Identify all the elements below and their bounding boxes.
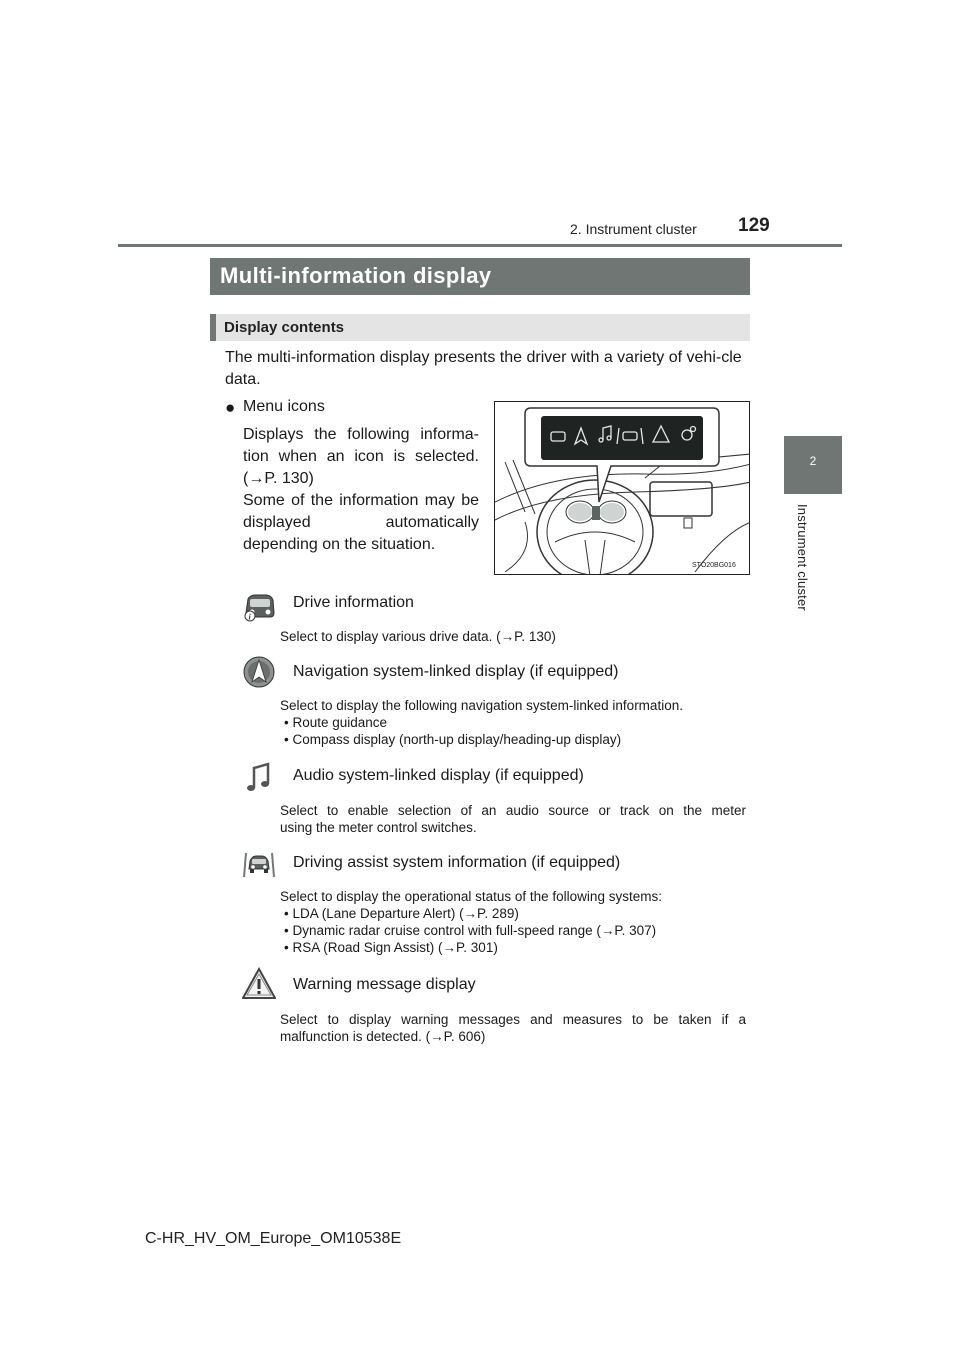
- instrument-cluster-illustration: [494, 401, 750, 575]
- entry-title-audio: Audio system-linked display (if equipped): [293, 767, 584, 784]
- entry-desc-line: Select to display the operational status of the following systems:: [280, 889, 662, 904]
- entry-desc-warning: [280, 1011, 746, 1045]
- drive-info-icon: [242, 589, 276, 623]
- footer-document-code: C-HR_HV_OM_Europe_OM10538E: [145, 1230, 402, 1247]
- menu-icons-desc-1: Displays the following informa-tion when an icon is selected. (→P. 130): [243, 426, 479, 487]
- entry-desc-navigation: [280, 697, 746, 748]
- entry-desc-drive-information: [280, 628, 746, 645]
- entry-desc-bullet: • Route guidance: [284, 715, 388, 730]
- menu-icons-description: [243, 424, 479, 556]
- page-number: 129: [738, 215, 770, 236]
- entry-desc-audio: [280, 802, 746, 836]
- menu-icons-label: Menu icons: [243, 398, 325, 415]
- cockpit-drawing: [495, 402, 750, 575]
- header-rule: [118, 244, 842, 247]
- navigation-compass-icon: [242, 655, 276, 689]
- entry-desc-line: Select to display warning messages and measures to be taken if a: [280, 1012, 746, 1027]
- entry-desc-driving-assist: [280, 888, 746, 956]
- entry-desc-bullet: • Compass display (north-up display/heading-up display): [284, 732, 622, 747]
- side-tab-label: Instrument cluster: [795, 504, 810, 611]
- entry-desc-line: Select to enable selection of an audio source or track on the meter: [280, 803, 746, 818]
- section-title: Multi-information display: [220, 263, 492, 288]
- warning-triangle-icon: [242, 967, 276, 1001]
- driving-assist-icon: [242, 847, 276, 881]
- entry-title-warning: Warning message display: [293, 976, 476, 993]
- entry-desc-line: using the meter control switches.: [280, 820, 477, 835]
- entry-desc-line: Select to display various drive data. (→P. 130): [280, 629, 556, 644]
- illustration-code: STO20BG016: [692, 562, 736, 569]
- subsection-title: Display contents: [224, 319, 345, 336]
- entry-title-driving-assist: Driving assist system information (if equipped): [293, 854, 621, 871]
- subsection-accent: [210, 314, 216, 341]
- entry-desc-bullet: • RSA (Road Sign Assist) (→P. 301): [284, 940, 498, 955]
- entry-desc-bullet: • Dynamic radar cruise control with full-speed range (→P. 307): [284, 923, 657, 938]
- menu-icons-desc-2: Some of the information may be displayed automatically depending on the situation.: [243, 492, 479, 553]
- bullet-icon: ●: [225, 398, 236, 417]
- entry-title-drive-information: Drive information: [293, 594, 414, 611]
- entry-desc-line: malfunction is detected. (→P. 606): [280, 1029, 486, 1044]
- svg-text:i: i: [248, 612, 251, 622]
- entry-desc-line: Select to display the following navigation system-linked information.: [280, 698, 683, 713]
- music-note-icon: [242, 760, 276, 794]
- intro-paragraph: The multi-information display presents the driver with a variety of vehi-cle data.: [225, 349, 742, 388]
- entry-desc-bullet: • LDA (Lane Departure Alert) (→P. 289): [284, 906, 519, 921]
- side-tab-number: 2: [809, 454, 817, 468]
- chapter-header: 2. Instrument cluster: [570, 221, 697, 237]
- entry-title-navigation: Navigation system-linked display (if equipped): [293, 663, 619, 680]
